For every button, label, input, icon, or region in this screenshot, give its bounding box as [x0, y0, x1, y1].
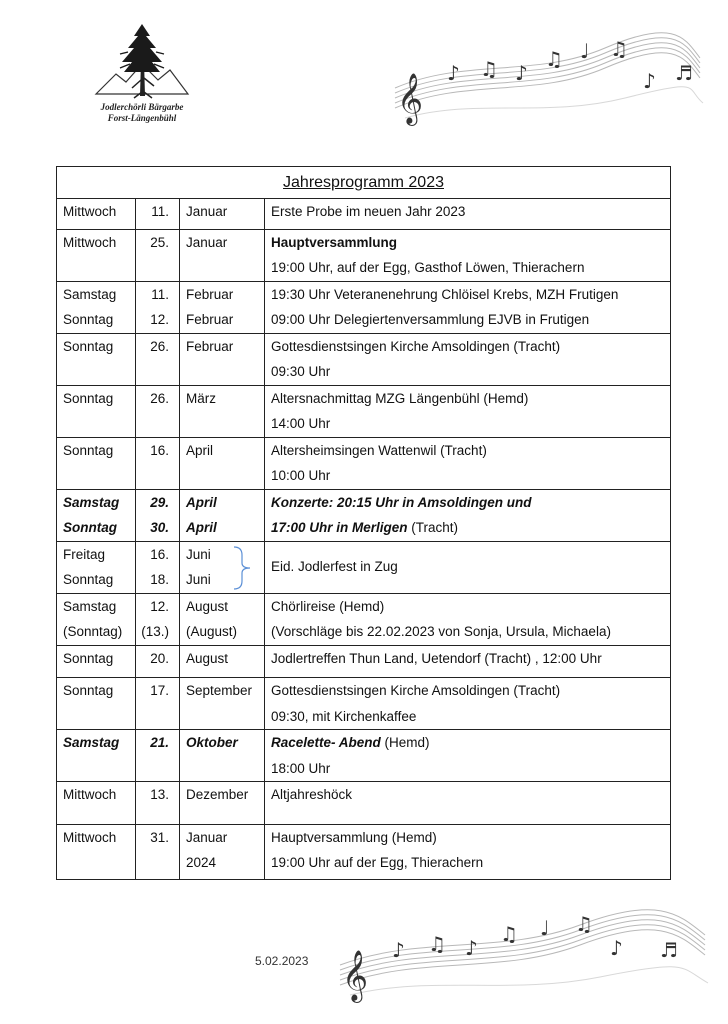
table-row	[57, 281, 671, 333]
logo-line-1: Jodlerchörli Bärgarbe	[100, 102, 184, 112]
svg-text:♬: ♬	[660, 938, 678, 962]
event-cell: Eid. Jodlerfest in Zug	[271, 559, 398, 575]
table-row	[57, 541, 671, 593]
event-cell: Erste Probe im neuen Jahr 2023	[271, 204, 466, 219]
month-cell: Februar	[186, 312, 234, 327]
month-cell: Februar	[186, 286, 234, 302]
svg-text:♩: ♩	[580, 39, 590, 63]
month-cell: Januar	[186, 204, 228, 219]
event-detail: 19:00 Uhr auf der Egg, Thierachern	[271, 855, 484, 870]
day-cell: Mittwoch	[63, 829, 117, 845]
month-cell: Juni	[186, 546, 211, 562]
music-staff-decoration-icon	[330, 895, 710, 1005]
table-title-cell	[57, 167, 671, 199]
brace-icon	[232, 545, 252, 591]
tree-logo-icon	[94, 20, 190, 102]
day-cell: Mittwoch	[63, 787, 117, 802]
month-cell: Oktober	[186, 735, 238, 750]
page-title: Jahresprogramm 2023	[283, 173, 444, 191]
svg-text:♫: ♫	[428, 932, 446, 956]
date-cell: 11.	[151, 286, 169, 302]
event-suffix: (Hemd)	[380, 735, 430, 750]
date-cell: 30.	[150, 520, 169, 535]
event-cell: Konzerte: 20:15 Uhr in Amsoldingen und	[271, 494, 532, 510]
day-cell: Sonntag	[63, 312, 114, 327]
svg-text:♩: ♩	[540, 916, 550, 940]
table-row	[57, 678, 671, 730]
date-cell: 29.	[150, 494, 169, 510]
table-row	[57, 333, 671, 385]
svg-text:𝄞: 𝄞	[397, 73, 424, 124]
month-cell: September	[186, 683, 253, 698]
date-cell: 20.	[150, 650, 169, 666]
svg-text:♪: ♪	[392, 938, 405, 962]
day-cell: Sonntag	[63, 390, 114, 406]
day-cell: Samstag	[63, 286, 117, 302]
svg-text:♪: ♪	[515, 61, 528, 85]
program-table	[56, 166, 671, 880]
day-cell: Sonntag	[63, 520, 117, 535]
date-cell: 21.	[150, 735, 169, 750]
day-cell: Freitag	[63, 546, 106, 562]
event-cell: Chörlireise (Hemd)	[271, 598, 385, 614]
table-row	[57, 489, 671, 541]
day-cell: Mittwoch	[63, 204, 117, 219]
event-detail: 18:00 Uhr	[271, 760, 331, 776]
svg-text:♫: ♫	[480, 57, 498, 81]
table-row	[57, 199, 671, 230]
svg-text:♫: ♫	[610, 37, 628, 61]
month-cell: August	[186, 650, 229, 666]
event-detail: 10:00 Uhr	[271, 468, 331, 483]
music-staff-decoration-bottom	[330, 895, 710, 1010]
event-suffix: (Tracht)	[407, 520, 459, 535]
svg-text:♫: ♫	[575, 912, 593, 936]
date-cell: 26.	[150, 338, 169, 354]
date-cell: 12.	[150, 598, 169, 614]
svg-text:♪: ♪	[610, 936, 623, 960]
event-cell: Hauptversammlung (Hemd)	[271, 829, 437, 845]
date-cell: 13.	[150, 787, 169, 802]
day-cell: Sonntag	[63, 683, 114, 698]
day-cell: Sonntag	[63, 650, 114, 666]
date-cell: 17.	[150, 683, 169, 698]
date-cell: 26.	[150, 390, 169, 406]
month-cell: (August)	[186, 624, 238, 639]
date-cell: 11.	[151, 204, 169, 219]
month-cell: Dezember	[186, 787, 249, 802]
date-cell: 25.	[150, 234, 169, 250]
event-cell: Altersnachmittag MZG Längenbühl (Hemd)	[271, 390, 529, 406]
event-cell: Hauptversammlung	[271, 234, 398, 250]
event-cell: Altjahreshöck	[271, 787, 353, 802]
month-cell: August	[186, 598, 229, 614]
table-row	[57, 782, 671, 825]
day-cell: Samstag	[63, 494, 120, 510]
event-cell: 19:30 Uhr Veteranenehrung Chlöisel Krebs, MZH Frutigen	[271, 286, 619, 302]
date-cell: 16.	[150, 546, 169, 562]
month-cell: März	[186, 390, 216, 406]
day-cell: Sonntag	[63, 338, 114, 354]
table-row	[57, 593, 671, 645]
month-cell: Januar	[186, 829, 228, 845]
music-staff-decoration-icon	[385, 18, 705, 128]
day-cell: Samstag	[63, 735, 120, 750]
date-cell: 12.	[150, 312, 169, 327]
event-detail: 09:00 Uhr Delegiertenversammlung EJVB in Frutigen	[271, 312, 590, 327]
event-detail: 14:00 Uhr	[271, 416, 331, 431]
event-detail: (Vorschläge bis 22.02.2023 von Sonja, Ursula, Michaela)	[271, 624, 611, 639]
event-detail: 19:00 Uhr, auf der Egg, Gasthof Löwen, Thierachern	[271, 260, 585, 275]
footer-date: 5.02.2023	[255, 954, 309, 968]
day-cell: Sonntag	[63, 442, 114, 458]
svg-text:♪: ♪	[465, 936, 478, 960]
event-cell: Jodlertreffen Thun Land, Uetendorf (Tracht) , 12:00 Uhr	[271, 650, 602, 666]
table-row	[57, 645, 671, 678]
svg-text:♪: ♪	[643, 69, 656, 93]
club-logo	[82, 20, 202, 124]
month-cell: April	[186, 520, 217, 535]
table-row	[57, 385, 671, 437]
logo-line-2: Forst-Längenbühl	[107, 113, 177, 123]
svg-text:♪: ♪	[447, 61, 460, 85]
date-cell: 31.	[150, 829, 169, 845]
month-cell: Januar	[186, 234, 228, 250]
month-cell: 2024	[186, 855, 217, 870]
day-cell: Samstag	[63, 598, 117, 614]
table-row	[57, 437, 671, 489]
svg-text:𝄞: 𝄞	[342, 950, 369, 1001]
event-cell: Gottesdienstsingen Kirche Amsoldingen (Tracht)	[271, 683, 561, 698]
table-row	[57, 229, 671, 281]
day-cell: Sonntag	[63, 572, 114, 587]
day-cell: (Sonntag)	[63, 624, 123, 639]
event-cell: Racelette- Abend	[271, 735, 381, 750]
event-detail: 09:30, mit Kirchenkaffee	[271, 708, 417, 724]
day-cell: Mittwoch	[63, 234, 117, 250]
month-cell: April	[186, 442, 214, 458]
svg-text:♫: ♫	[545, 47, 563, 71]
event-cell: Altersheimsingen Wattenwil (Tracht)	[271, 442, 487, 458]
month-cell: Februar	[186, 338, 234, 354]
month-cell: April	[186, 494, 217, 510]
date-cell: (13.)	[141, 624, 169, 639]
date-cell: 18.	[150, 572, 169, 587]
event-detail: 17:00 Uhr in Merligen	[271, 520, 408, 535]
event-cell: Gottesdienstsingen Kirche Amsoldingen (Tracht)	[271, 338, 561, 354]
date-cell: 16.	[150, 442, 169, 458]
music-staff-decoration-top	[385, 18, 705, 133]
month-cell: Juni	[186, 572, 211, 587]
table-row	[57, 824, 671, 879]
svg-text:♫: ♫	[500, 922, 518, 946]
event-detail: 09:30 Uhr	[271, 364, 331, 379]
svg-text:♬: ♬	[675, 61, 693, 85]
table-row	[57, 730, 671, 782]
